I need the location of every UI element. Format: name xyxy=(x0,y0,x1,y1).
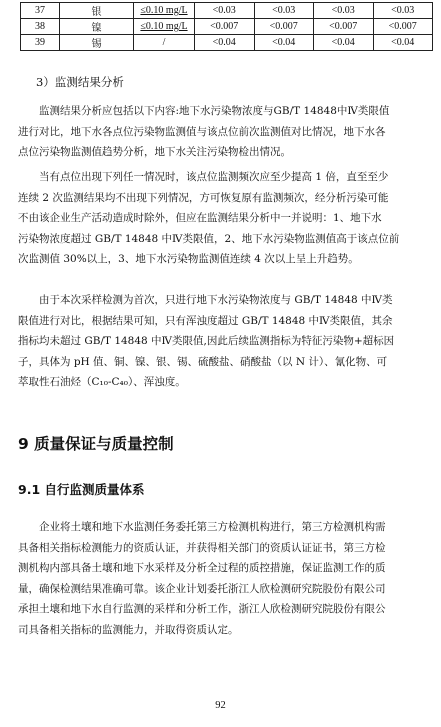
result-value: <0.04 xyxy=(314,35,374,51)
text-line: 由于本次采样检测为首次，只进行地下水污染物浓度与 GB/T 14848 中Ⅳ类 xyxy=(39,294,393,306)
indicator-name: 锡 xyxy=(60,35,134,51)
result-value: <0.03 xyxy=(314,3,374,19)
text-line: 限值进行对比，根据结果可知，只有浑浊度超过 GB/T 14848 中Ⅳ类限值，其余 xyxy=(18,314,393,327)
table-row xyxy=(21,19,433,35)
page-number: 92 xyxy=(215,700,226,711)
result-value: <0.03 xyxy=(373,3,433,19)
result-paragraph xyxy=(18,290,423,393)
limit-value: ≤0.10 mg/L xyxy=(134,19,195,35)
row-number: 37 xyxy=(21,3,60,19)
text-line: 不由该企业生产活动造成时除外，但应在监测结果分析中一并说明：1、地下水 xyxy=(18,212,382,225)
text-line: 污染物浓度超过 GB/T 14848 中Ⅳ类限值，2、地下水污染物监测值高于该点位前 xyxy=(18,232,400,245)
subsection-heading: 3）监测结果分析 xyxy=(36,75,124,89)
result-value: <0.007 xyxy=(254,19,314,35)
result-value: <0.04 xyxy=(195,35,255,51)
text-line: 进行对比，地下水各点位污染物监测值与该点位前次监测值对比情况，地下水各 xyxy=(18,125,386,138)
frequency-paragraph xyxy=(18,167,423,270)
text-line: 次监测值 30%以上，3、地下水污染物监测值连续 4 次以上呈上升趋势。 xyxy=(18,253,359,266)
text-line: 当有点位出现下列任一情况时，该点位监测频次应至少提高 1 倍，直至至少 xyxy=(39,171,389,183)
result-value: <0.03 xyxy=(195,3,255,19)
text-line: 子，具体为 pH 值、铜、镍、银、锡、硫酸盐、硝酸盐（以 N 计）、氰化物、可 xyxy=(18,355,388,368)
indicator-name: 银 xyxy=(60,3,134,19)
text-line: 点位污染物监测值趋势分析，地下水关注污染物检出情况。 xyxy=(18,146,291,159)
subsection-title: 9.1 自行监测质量体系 xyxy=(18,482,145,497)
quality-system-paragraph xyxy=(18,517,423,641)
result-value: <0.04 xyxy=(373,35,433,51)
text-line: 企业将土壤和地下水监测任务委托第三方检测机构进行，第三方检测机构需 xyxy=(39,521,386,533)
table-row xyxy=(21,35,433,51)
text-line: 萃取性石油烃（C₁₀-C₄₀）、浑浊度。 xyxy=(18,376,186,389)
result-value: <0.007 xyxy=(373,19,433,35)
row-number: 39 xyxy=(21,35,60,51)
limit-value: ≤0.10 mg/L xyxy=(134,3,195,19)
text-line: 量，确保检测结果准确可靠。该企业计划委托浙江人欣检测研究院股份有限公司 xyxy=(18,582,386,595)
result-value: <0.007 xyxy=(314,19,374,35)
monitoring-results-table xyxy=(20,2,433,51)
analysis-paragraph xyxy=(18,101,423,163)
table-row xyxy=(21,3,433,19)
section-heading: 9 质量保证与质量控制 xyxy=(18,435,174,453)
limit-value: / xyxy=(134,35,195,51)
text-line: 承担土壤和地下水自行监测的采样和分析工作，浙江人欣检测研究院股份有限公 xyxy=(18,603,386,616)
result-value: <0.04 xyxy=(254,35,314,51)
text-line: 测机构内部具备土壤和地下水采样及分析全过程的质控措施，保证监测工作的质 xyxy=(18,562,386,575)
text-line: 司具备相关指标的监测能力，并取得资质认定。 xyxy=(18,623,239,636)
text-line: 连续 2 次监测结果均不出现下列情况，方可恢复原有监测频次，经分析污染可能 xyxy=(18,191,389,204)
result-value: <0.03 xyxy=(254,3,314,19)
result-value: <0.007 xyxy=(195,19,255,35)
row-number: 38 xyxy=(21,19,60,35)
text-line: 具备相关指标检测能力的资质认证，并获得相关部门的资质认证证书，第三方检 xyxy=(18,541,386,554)
text-line: 监测结果分析应包括以下内容:地下水污染物浓度与GB/T 14848中Ⅳ类限值 xyxy=(39,105,390,117)
indicator-name: 镍 xyxy=(60,19,134,35)
text-line: 指标均未超过 GB/T 14848 中Ⅳ类限值,因此后续监测指标为特征污染物+超标因 xyxy=(18,335,395,348)
